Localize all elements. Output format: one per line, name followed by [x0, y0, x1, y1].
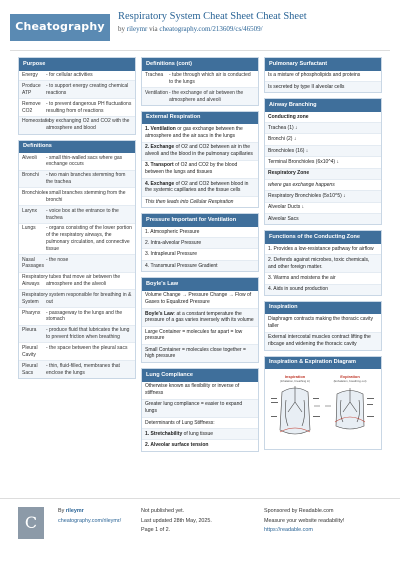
term-label: Bronchi	[22, 172, 39, 179]
compliance-line: Greater lung compliance = easier to expand lungs	[142, 400, 258, 418]
external-respiration-section	[141, 111, 259, 208]
term-definition: - tube through which air is conducted to the lungs	[169, 72, 251, 85]
term-definition: - thin, fluid-filled, membranes that enclose the lungs	[46, 362, 120, 376]
pressure-item: 2. Intra-alveolar Pressure	[142, 238, 258, 249]
term-label: Nasal Passages	[22, 256, 44, 270]
term-definition: - the exchange of air between the atmosphere and alveoli	[169, 89, 244, 103]
determinant-bold: 1. Stretchability	[145, 430, 183, 437]
section-title: Pressure Important for Ventilation	[142, 214, 258, 227]
pressure-section	[141, 213, 259, 272]
definitions-cont-rows	[142, 71, 258, 105]
term-row	[19, 273, 135, 291]
definitions-section	[18, 140, 136, 379]
inspiration-diagram-label: Inspiration	[284, 374, 306, 380]
compliance-line: Determinants of Lung Stiffness:	[142, 418, 258, 429]
term-row	[19, 290, 135, 308]
term-label: Produce ATP	[22, 83, 41, 96]
term-label: Energy	[22, 72, 38, 79]
term-label: Pleural Sacs	[22, 362, 38, 376]
term-definition: - small branches stemming from the bronchi	[46, 190, 126, 203]
header-divider	[10, 50, 390, 51]
term-definition: - to prevent dangerous PH fluctuations resulting from of reactions	[46, 100, 132, 114]
term-definition: - organs consisting of the lower portion of the respiratory airways, the pulmonary circulation, and connective tissue	[46, 225, 132, 252]
compliance-line: Otherwise known as flexibility or inverse of stiffness	[142, 382, 258, 400]
pressure-item: 4. Transmural Pressure Gradient	[142, 261, 258, 271]
term-row	[19, 188, 135, 206]
term-row	[142, 88, 258, 105]
term-row	[19, 171, 135, 189]
footer-author-url[interactable]: cheatography.com/rileymr/	[58, 517, 122, 524]
boyles-large: Large Container = molecules far apart = low pressure	[142, 327, 258, 345]
term-row	[19, 255, 135, 273]
sponsor-tagline: Measure your website readability!	[264, 517, 345, 524]
section-title: Lung Compliance	[142, 369, 258, 382]
footer-sponsor	[264, 507, 344, 536]
term-row	[19, 326, 135, 344]
term-row	[19, 361, 135, 378]
ext-item-text: or gas exchange between the atmosphere and the air sacs in the lungs	[145, 126, 243, 140]
last-updated: Last updated 28th May, 2025.	[141, 517, 212, 524]
conducting-zone-label: Conducting zone	[265, 112, 381, 123]
column-3	[264, 57, 382, 455]
footer-author-link[interactable]: rileymr	[65, 508, 84, 514]
boyles-law-rest: : at a constant temperature the pressure of a gas varies inversely with its volume	[145, 310, 254, 324]
expiration-diagram-label: Expiration	[340, 374, 360, 380]
author-link[interactable]: rileymr	[126, 25, 148, 33]
term-label: Remove CO2	[22, 100, 41, 114]
ext-item	[142, 143, 258, 161]
section-title: Airway Branching	[265, 99, 381, 112]
section-title: External Respiration	[142, 112, 258, 125]
respiratory-zone-label: Respiratory Zone	[265, 169, 381, 180]
term-label: Trachea	[145, 72, 164, 79]
term-row	[19, 153, 135, 171]
compliance-determinant: 2. Alveolar surface tension	[145, 442, 209, 449]
sheet-url-link[interactable]: cheatography.com/213609/cs/46509/	[159, 25, 263, 33]
boyles-small: Small Container = molecules close together = high pressure	[142, 345, 258, 362]
term-definition: - the nose	[46, 256, 69, 263]
via-label: via	[149, 25, 158, 33]
term-row	[19, 117, 135, 134]
term-label: Pharynx	[22, 309, 41, 316]
boyles-line: Volume Change → Pressure Change → Flow of Gases to Equalized Pressure	[142, 291, 258, 309]
surfactant-section	[264, 57, 382, 93]
inspiration-item: External intercostal muscles contract lifting the ribcage and widening the thoracic cavity	[265, 333, 381, 350]
term-label: Ventilation	[145, 89, 169, 96]
purpose-section	[18, 57, 136, 135]
function-item: 4. Aids in sound production	[265, 285, 381, 295]
inspiration-diagram-sub: (Inhalation, breathing in)	[279, 379, 311, 384]
term-row	[19, 99, 135, 117]
breathing-diagram	[265, 369, 381, 449]
term-label: Respiratory Airways	[22, 274, 48, 288]
airway-item: Trachea (1) ↓	[265, 123, 381, 134]
term-label: Respiratory System	[22, 292, 48, 305]
ext-note: This then leads into Cellular Respiration	[145, 198, 234, 205]
term-definition: - tubes that move air between the atmosphere and the alveoli	[46, 274, 121, 288]
term-definition: - voice box at the entrance to the trachea	[46, 207, 119, 221]
airway-item: Alveolar Sacs	[265, 214, 381, 224]
expiration-diagram-sub: (Exhalation, breathing out)	[333, 379, 367, 384]
term-row	[142, 71, 258, 89]
term-definition: - system responsible for breathing in & out	[46, 292, 132, 305]
pressure-item: 1. Atmospheric Pressure	[142, 227, 258, 238]
section-title: Inspiration & Expiration Diagram	[265, 357, 381, 370]
term-row	[19, 308, 135, 326]
surfactant-item: Is a mixture of phospholipids and proteins	[265, 71, 381, 82]
function-item: 3. Warms and moistens the air	[265, 273, 381, 284]
section-title: Purpose	[19, 58, 135, 71]
term-label: Larynx	[22, 207, 38, 214]
ext-item-bold: 2. Exchange	[145, 144, 175, 151]
term-label: Bronchioles	[22, 190, 49, 197]
by-label: by	[118, 25, 125, 33]
ext-item	[142, 179, 258, 197]
term-definition: - small thin-walled sacs where gas exchange occurs	[46, 154, 123, 168]
term-row	[19, 343, 135, 361]
ext-item-bold: 3. Transport	[145, 162, 174, 169]
term-definition: - produce fluid that lubricates the lung to prevent friction when breathing	[46, 327, 130, 341]
page-number: Page 1 of 2.	[141, 527, 171, 534]
airway-item: Alveolar Ducts ↓	[265, 203, 381, 214]
column-2	[141, 57, 259, 457]
term-row	[19, 206, 135, 224]
term-definition: - for cellular activities	[46, 72, 93, 79]
ext-item	[142, 124, 258, 142]
airway-branching-section	[264, 98, 382, 225]
airway-item: Respiratory Bronchioles (5x10^5) ↓	[265, 191, 381, 202]
term-definition: - by exchanging O2 and CO2 with the atmosphere and blood	[46, 118, 130, 132]
section-title: Pulmonary Surfactant	[265, 58, 381, 71]
diagram-section	[264, 356, 382, 451]
cheatography-logo[interactable]: Cheatography	[10, 14, 110, 41]
footer-by: By	[58, 508, 65, 514]
airway-item: Bronchi (2) ↓	[265, 134, 381, 145]
ext-item-text: of O2 and CO2 between air in the alveoli and the blood in the pulmonary capillaries	[145, 144, 253, 158]
section-title: Boyle's Law	[142, 278, 258, 291]
term-label: Homeostatis	[22, 118, 50, 125]
term-definition: - two main branches stemming from the trachea	[46, 172, 126, 186]
airway-item: Bronchioles (16) ↓	[265, 146, 381, 157]
section-title: Definitions	[19, 141, 135, 154]
footer-author	[58, 507, 121, 526]
respiratory-zone-note: where gas exchange happens	[265, 180, 381, 191]
term-label: Pleural Cavity	[22, 345, 38, 358]
term-label: Pleura	[22, 327, 37, 334]
function-item: 2. Defends against microbes, toxic chemicals, and other foreign matter.	[265, 255, 381, 273]
ext-item-text: of O2 and CO2 between blood in the systemic capillaries and the tissue cells	[145, 180, 249, 194]
ext-item-bold: 1. Ventilation	[145, 126, 176, 133]
section-title: Functions of the Conducting Zone	[265, 231, 381, 244]
term-label: Alveoli	[22, 154, 37, 161]
term-definition: - to support energy creating chemical reactions	[46, 83, 129, 96]
term-definition: - the space between the pleural sacs	[46, 345, 128, 352]
airway-item: Terminal Bronchioles (6x10^4) ↓	[265, 157, 381, 168]
section-title: Inspiration	[265, 302, 381, 315]
compliance-determinant	[142, 429, 258, 440]
boyles-law-section	[141, 277, 259, 363]
functions-section	[264, 230, 382, 296]
sponsor-link[interactable]: https://readable.com	[264, 527, 313, 534]
pressure-item: 3. Intrapleural Pressure	[142, 249, 258, 260]
term-row	[19, 81, 135, 99]
page-footer	[0, 498, 400, 566]
published-status: Not published yet.	[141, 508, 185, 514]
sponsor-label: Sponsored by Readable.com	[264, 508, 334, 514]
ext-item	[142, 161, 258, 179]
ext-item-bold: 4. Exchange	[145, 180, 175, 187]
page-title: Respiratory System Cheat Sheet Cheat Sheet	[118, 11, 307, 22]
purpose-rows	[19, 71, 135, 134]
section-title: Definitions (cont)	[142, 58, 258, 71]
page-header	[0, 0, 400, 50]
inspiration-section	[264, 301, 382, 351]
term-label: Lungs	[22, 225, 36, 232]
term-row	[19, 224, 135, 255]
surfactant-item: Is secreted by type II alveolar cells	[265, 82, 381, 92]
footer-meta	[141, 507, 212, 536]
term-definition: - passageway to the lungs and the stomach	[46, 309, 123, 323]
lung-compliance-section	[141, 368, 259, 452]
author-avatar[interactable]: C	[18, 507, 44, 539]
function-item: 1. Provides a low-resistance pathway for airflow	[265, 244, 381, 255]
boyles-law-bold: Boyle's Law	[145, 310, 174, 317]
definitions-rows	[19, 153, 135, 378]
column-1	[18, 57, 136, 384]
term-row	[19, 71, 135, 82]
boyles-law-text	[142, 309, 258, 327]
ext-item-text: of O2 and CO2 by the blood between the lungs and tissues	[145, 162, 238, 176]
lungs-diagram-image	[268, 372, 378, 446]
determinant-rest: of lung tissue	[182, 430, 214, 437]
definitions-cont-section	[141, 57, 259, 106]
inspiration-item: Diaphragm contracts making the thoracic cavity taller	[265, 314, 381, 332]
page-subtitle	[118, 25, 263, 34]
